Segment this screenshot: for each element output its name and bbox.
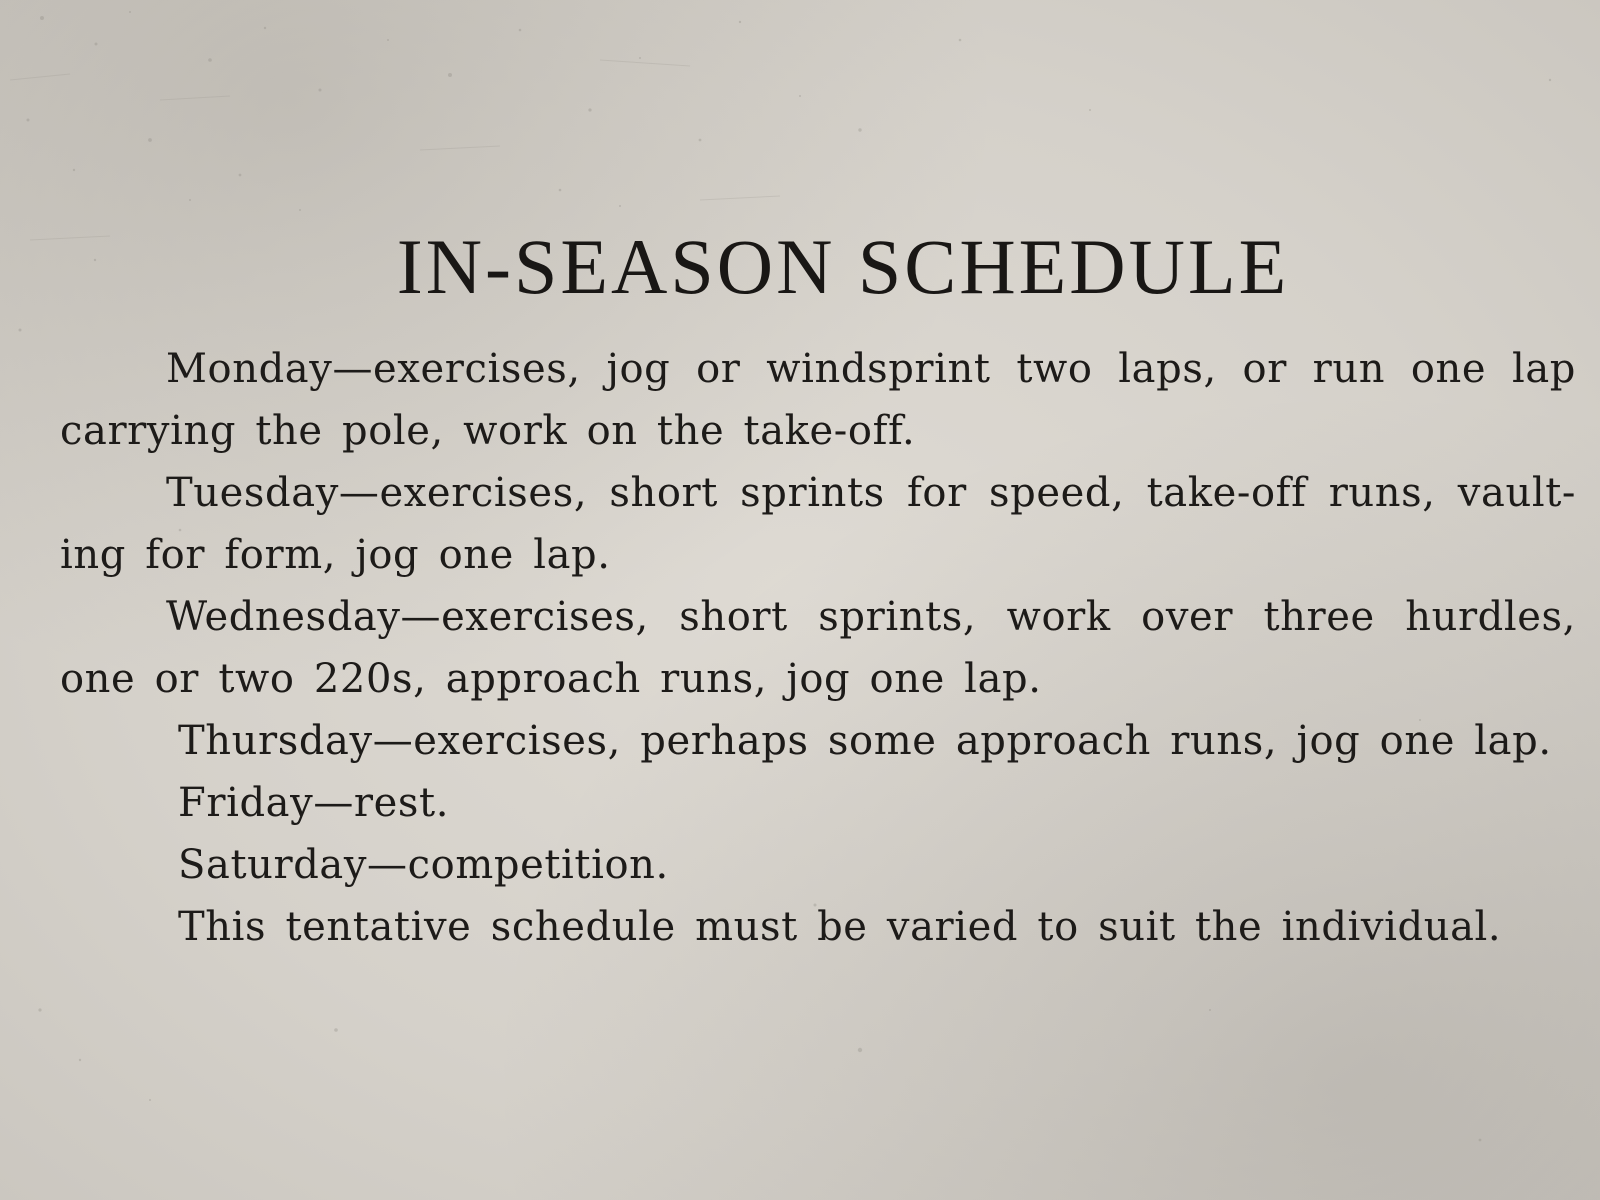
paragraph-friday: Friday—rest.: [178, 780, 450, 826]
paragraph-note: This tentative schedule must be varied to suit the individual.: [178, 904, 1502, 950]
paragraph-monday: Monday—exercises, jog or windsprint two laps, or run one lap carrying the pole, work on the take-off.: [60, 346, 1576, 454]
paragraph-tuesday: Tuesday—exercises, short sprints for speed, take-off runs, vault-ing for form, jog one lap.: [60, 470, 1576, 578]
paragraph-thursday: Thursday—exercises, perhaps some approach runs, jog one lap.: [178, 718, 1552, 764]
schedule-content: [60, 222, 1576, 958]
paragraph-saturday: Saturday—competition.: [178, 842, 669, 888]
page-title: IN-SEASON SCHEDULE: [396, 223, 1290, 310]
paragraph-wednesday: Wednesday—exercises, short sprints, work over three hurdles, one or two 220s, approach runs, jog one lap.: [60, 594, 1576, 702]
